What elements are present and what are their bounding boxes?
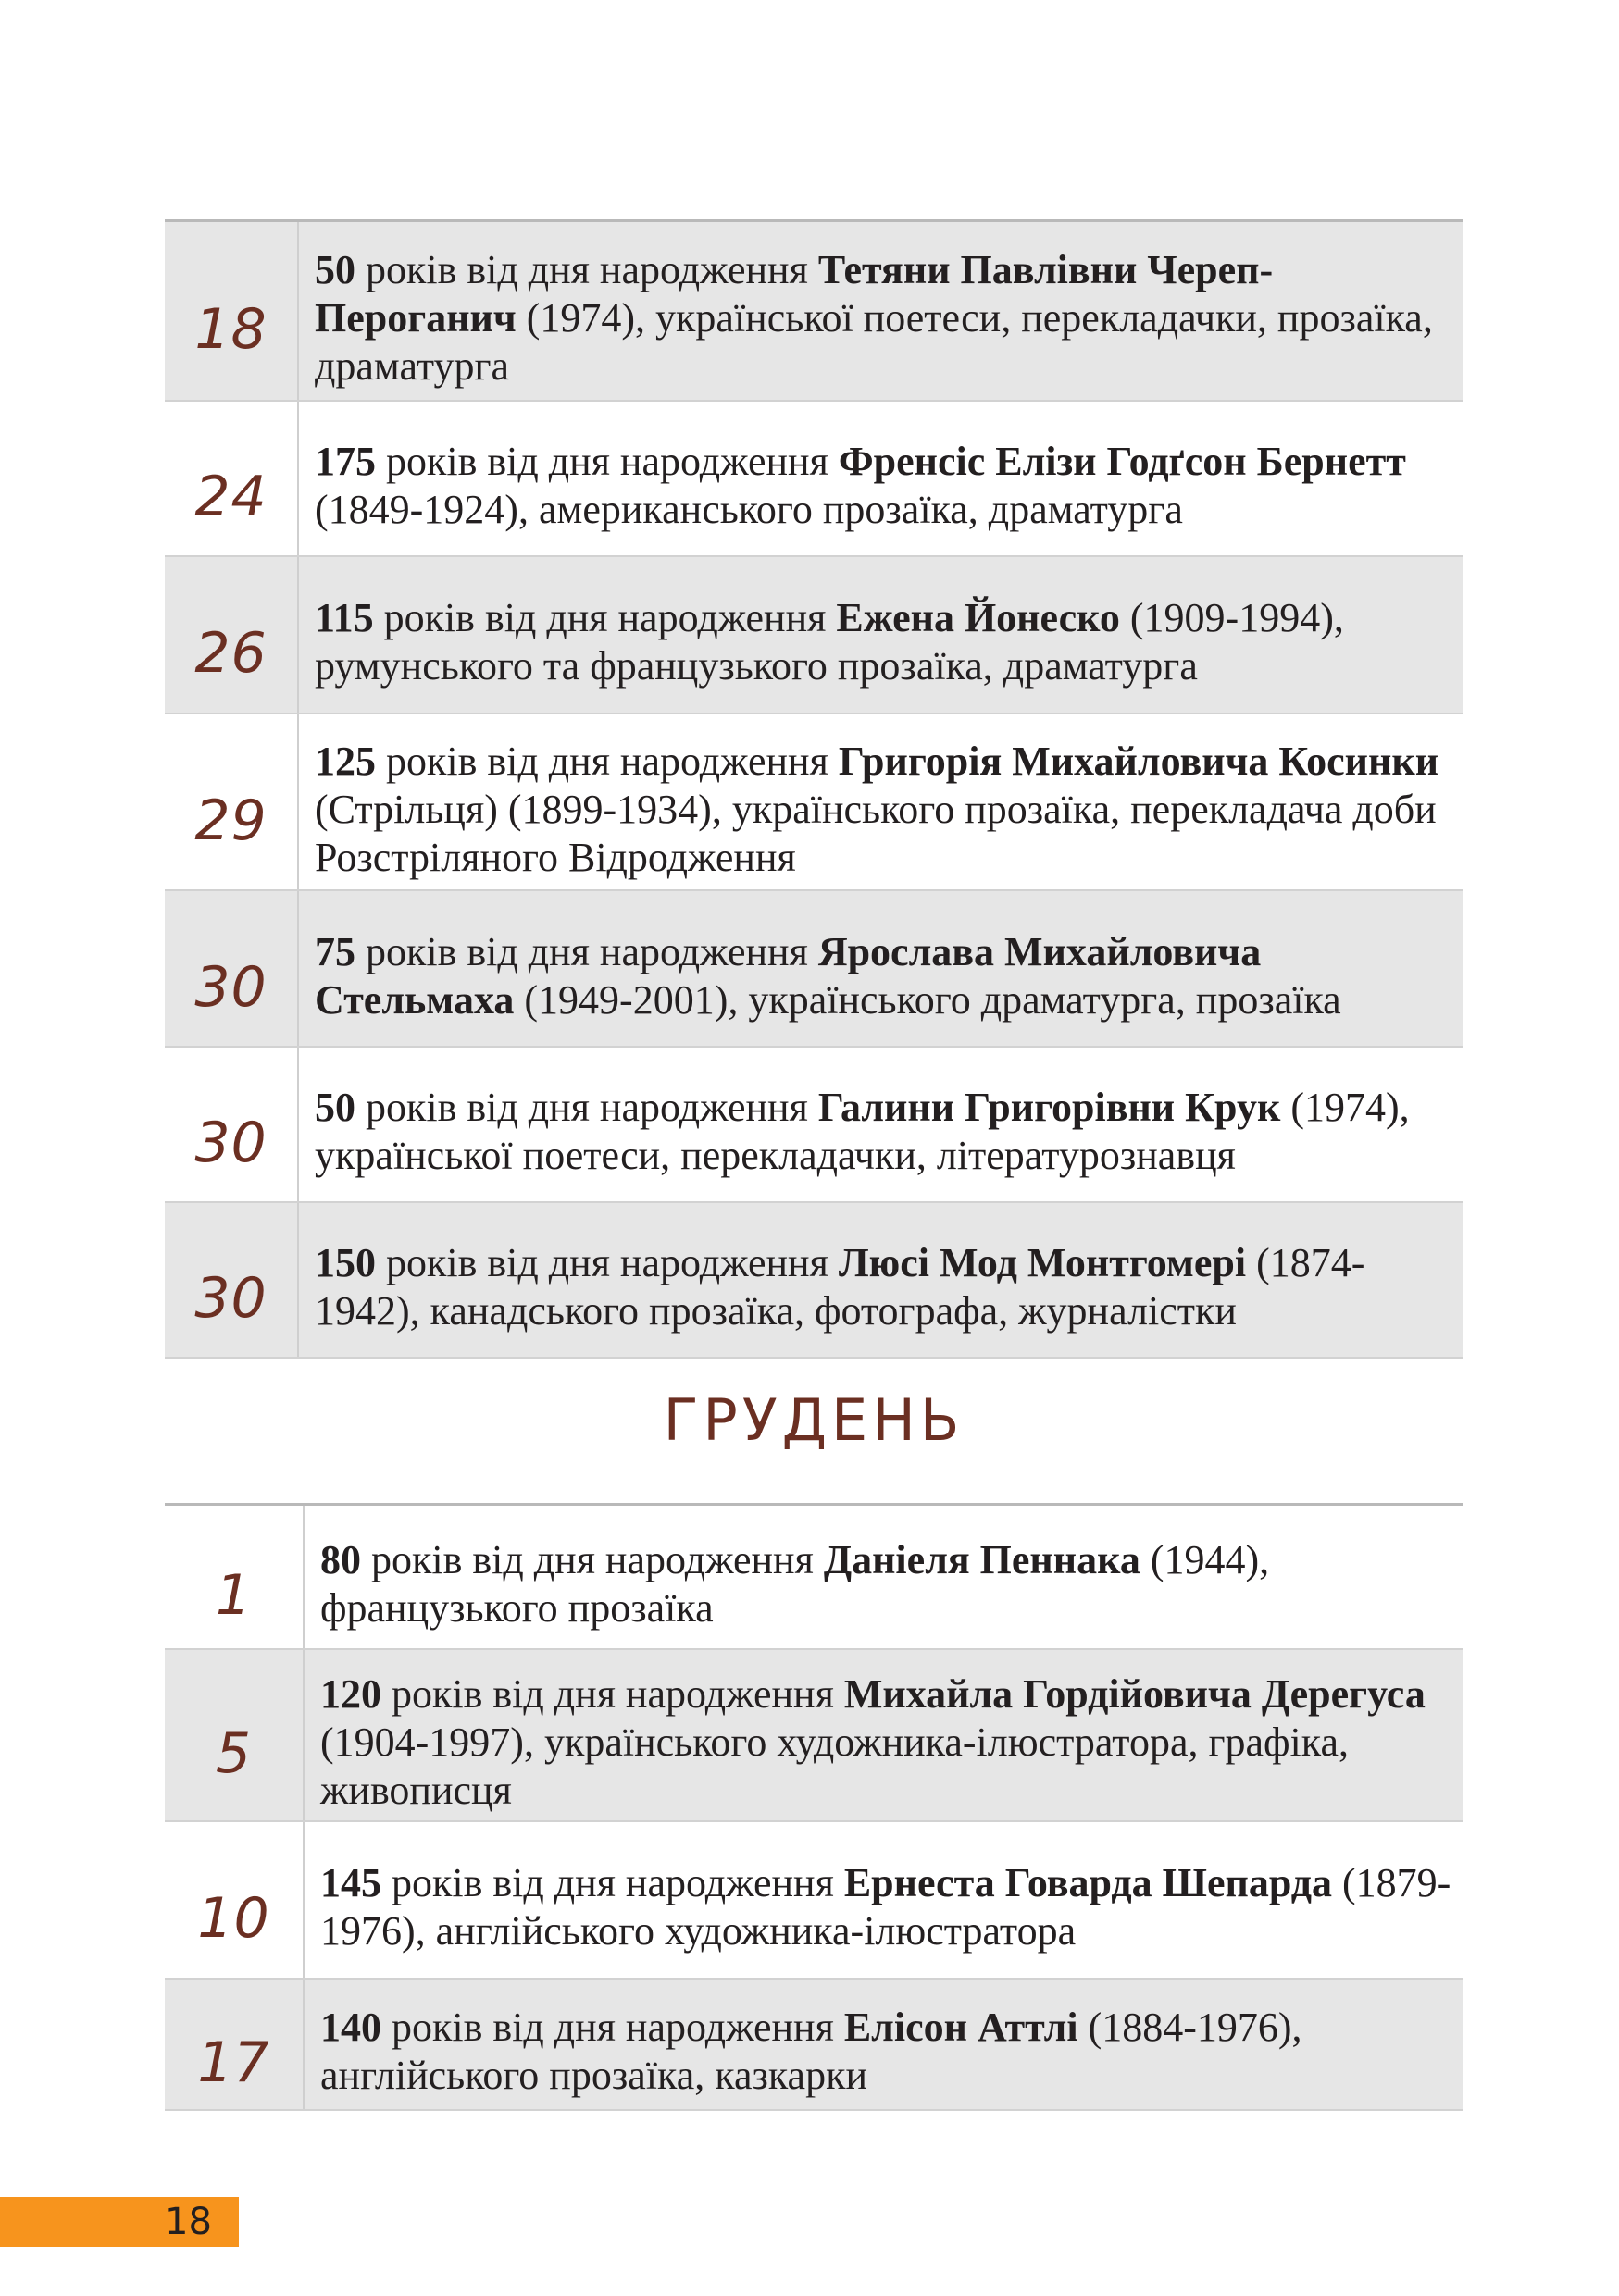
entry-description xyxy=(304,1506,1463,1649)
november-calendar-table xyxy=(165,219,1463,1359)
anniversary-years: 125 xyxy=(315,738,376,784)
person-details: (1974), української поетеси, перекладачки, літературознавця xyxy=(315,1085,1410,1178)
anniversary-phrase: років від дня народження xyxy=(376,738,839,784)
entry-description xyxy=(298,714,1463,890)
anniversary-phrase: років від дня народження xyxy=(355,247,818,292)
anniversary-phrase: років від дня народження xyxy=(355,928,818,974)
table-row xyxy=(165,556,1463,714)
page-number: 18 xyxy=(165,2201,212,2243)
anniversary-years: 50 xyxy=(315,1085,355,1130)
december-rows xyxy=(165,1503,1463,2110)
entry-date: 30 xyxy=(165,1202,298,1358)
entry-description xyxy=(298,556,1463,714)
person-details: (1874-1942), канадського прозаїка, фотографа, журналістки xyxy=(315,1240,1365,1334)
anniversary-phrase: років від дня народження xyxy=(381,1860,844,1905)
anniversary-years: 75 xyxy=(315,928,355,974)
entry-date: 26 xyxy=(165,556,298,714)
anniversary-years: 50 xyxy=(315,247,355,292)
entry-date: 29 xyxy=(165,714,298,890)
anniversary-phrase: років від дня народження xyxy=(361,1537,824,1582)
anniversary-phrase: років від дня народження xyxy=(381,2004,844,2050)
entry-description xyxy=(298,890,1463,1047)
entry-date: 5 xyxy=(165,1649,304,1821)
anniversary-years: 175 xyxy=(315,439,376,484)
person-name: Тетяни Павлівни Череп-Пероганич xyxy=(315,247,1274,341)
person-name: Григорія Михайловича Косинки xyxy=(838,738,1439,784)
anniversary-years: 140 xyxy=(320,2004,381,2050)
month-title-december: ГРУДЕНЬ xyxy=(663,1386,965,1454)
person-name: Михайла Гордійовича Дерегуса xyxy=(843,1671,1426,1717)
person-details: (1944), французького прозаїка xyxy=(320,1537,1270,1631)
table-row xyxy=(165,714,1463,890)
anniversary-years: 80 xyxy=(320,1537,361,1582)
entry-description xyxy=(304,1649,1463,1821)
person-details: (1849-1924), американського прозаїка, драматурга xyxy=(315,487,1183,532)
anniversary-phrase: років від дня народження xyxy=(376,1240,839,1285)
entry-date: 10 xyxy=(165,1821,304,1979)
person-name: Елісон Аттлі xyxy=(843,2004,1078,2050)
person-details: (1909-1994), румунського та французького прозаїка, драматурга xyxy=(315,595,1344,689)
table-row xyxy=(165,1979,1463,2110)
november-rows xyxy=(165,219,1463,1358)
entry-description xyxy=(304,1979,1463,2110)
person-details: (Стрільця) (1899-1934), українського прозаїка, перекладача доби Розстріляного Відродження xyxy=(315,786,1437,880)
december-calendar-table xyxy=(165,1503,1463,2111)
table-row xyxy=(165,1649,1463,1821)
entry-date: 30 xyxy=(165,1047,298,1202)
entry-description xyxy=(304,1821,1463,1979)
anniversary-years: 115 xyxy=(315,595,374,640)
table-row xyxy=(165,1202,1463,1358)
table-row xyxy=(165,1047,1463,1202)
entry-date: 24 xyxy=(165,401,298,556)
anniversary-phrase: років від дня народження xyxy=(381,1671,844,1717)
anniversary-phrase: років від дня народження xyxy=(376,439,839,484)
person-name: Даніеля Пеннака xyxy=(823,1537,1140,1582)
table-row xyxy=(165,401,1463,556)
entry-description xyxy=(298,401,1463,556)
person-details: (1974), української поетеси, перекладачки, прозаїка, драматурга xyxy=(315,295,1433,389)
person-details: (1904-1997), українського художника-ілюстратора, графіка, живописця xyxy=(320,1719,1350,1813)
entry-date: 17 xyxy=(165,1979,304,2110)
entry-description xyxy=(298,1202,1463,1358)
anniversary-years: 120 xyxy=(320,1671,381,1717)
person-name: Ежена Йонеско xyxy=(836,595,1120,640)
person-details: (1884-1976), англійського прозаїка, казкарки xyxy=(320,2004,1302,2098)
entry-description xyxy=(298,1047,1463,1202)
entry-date: 1 xyxy=(165,1506,304,1649)
person-details: (1879-1976), англійського художника-ілюстратора xyxy=(320,1860,1451,1954)
person-name: Ернеста Говарда Шепарда xyxy=(843,1860,1333,1905)
table-row xyxy=(165,890,1463,1047)
person-name: Френсіс Елізи Годґсон Бернетт xyxy=(838,439,1406,484)
person-details: (1949-2001), українського драматурга, прозаїка xyxy=(514,976,1341,1023)
entry-description xyxy=(298,222,1463,401)
table-row xyxy=(165,1821,1463,1979)
anniversary-years: 150 xyxy=(315,1240,376,1285)
entry-date: 30 xyxy=(165,890,298,1047)
person-name: Ярослава Михайловича Стельмаха xyxy=(315,928,1262,1023)
anniversary-years: 145 xyxy=(320,1860,381,1905)
anniversary-phrase: років від дня народження xyxy=(373,595,837,640)
person-name: Галини Григорівни Крук xyxy=(817,1085,1281,1130)
person-name: Люсі Мод Монтгомері xyxy=(838,1240,1247,1285)
table-row xyxy=(165,222,1463,401)
table-row xyxy=(165,1506,1463,1649)
entry-date: 18 xyxy=(165,222,298,401)
anniversary-phrase: років від дня народження xyxy=(355,1085,818,1130)
